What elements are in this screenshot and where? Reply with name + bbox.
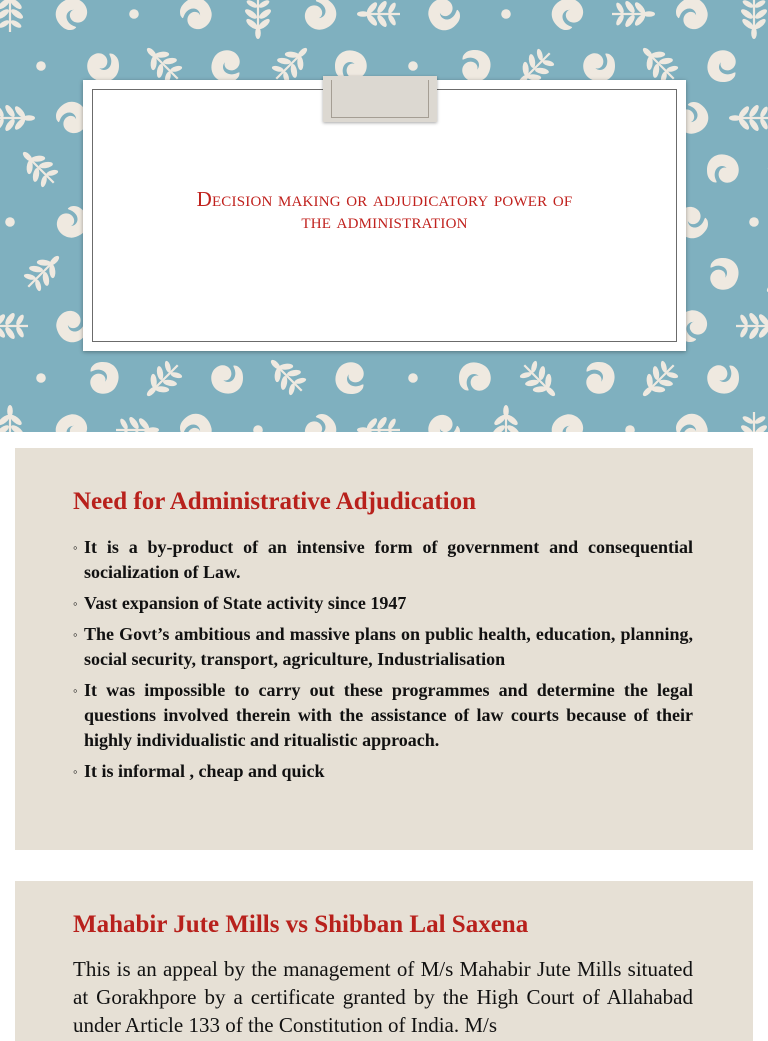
pattern-leaf xyxy=(729,104,768,133)
pattern-leaf xyxy=(0,405,24,432)
bullet-list xyxy=(73,535,693,790)
pattern-paisley xyxy=(546,0,588,34)
bullet-text: It is informal , cheap and quick xyxy=(84,761,325,781)
pattern-leaf xyxy=(740,0,768,39)
pattern-paisley xyxy=(672,408,714,432)
bullet-icon: ◦ xyxy=(73,627,78,642)
pattern-paisley xyxy=(707,365,739,393)
pattern-paisley xyxy=(710,258,738,290)
slide-heading: Need for Administrative Adjudication xyxy=(73,488,477,515)
pattern-paisley xyxy=(583,53,615,81)
pattern-leaf xyxy=(357,416,400,432)
slide-heading: Mahabir Jute Mills vs Shibban Lal Saxena xyxy=(73,911,529,938)
bullet-text: Vast expansion of State activity since 1947 xyxy=(84,593,407,613)
pattern-dot xyxy=(34,59,48,73)
pattern-dot xyxy=(749,217,759,227)
case-law-slide xyxy=(15,881,753,1041)
bullet-item xyxy=(73,535,693,585)
pattern-paisley xyxy=(211,50,239,82)
pattern-leaf xyxy=(736,312,768,341)
pattern-paisley xyxy=(586,362,614,394)
pattern-paisley xyxy=(422,0,464,36)
pattern-leaf xyxy=(514,355,565,406)
need-for-adjudication-slide xyxy=(15,448,753,850)
pattern-paisley xyxy=(211,365,243,393)
pattern-paisley xyxy=(422,410,464,432)
pattern-leaf xyxy=(137,355,188,406)
pattern-dot xyxy=(406,371,420,385)
pattern-paisley xyxy=(672,0,714,34)
bullet-icon: ◦ xyxy=(73,596,78,611)
pattern-dot xyxy=(5,217,15,227)
pattern-leaf xyxy=(13,142,64,193)
pattern-dot xyxy=(34,371,48,385)
bullet-icon: ◦ xyxy=(73,683,78,698)
bullet-icon: ◦ xyxy=(73,764,78,779)
pattern-paisley xyxy=(300,410,342,432)
pattern-paisley xyxy=(176,408,218,432)
bullet-text: The Govt’s ambitious and massive plans on public health, education, planning, social security, transport, agriculture, Industrialisation xyxy=(84,624,693,669)
pattern-leaf xyxy=(357,0,400,28)
bullet-item xyxy=(73,759,693,784)
pattern-paisley xyxy=(707,50,735,82)
pattern-paisley xyxy=(707,154,739,182)
pattern-leaf xyxy=(244,0,273,39)
pattern-leaf xyxy=(633,355,684,406)
pattern-paisley xyxy=(87,53,119,81)
pattern-paisley xyxy=(300,0,342,36)
pattern-paisley xyxy=(335,50,367,78)
title-card xyxy=(83,80,686,351)
bullet-item xyxy=(73,622,693,672)
pattern-leaf xyxy=(740,412,768,432)
pattern-paisley xyxy=(546,408,588,432)
bullet-item xyxy=(73,591,693,616)
slide-title xyxy=(103,188,666,232)
pattern-leaf xyxy=(492,405,521,432)
pattern-paisley xyxy=(176,0,218,34)
pattern-leaf xyxy=(18,246,69,297)
title-slide xyxy=(0,0,768,432)
title-card-tab xyxy=(323,76,437,122)
pattern-paisley xyxy=(90,362,118,394)
pattern-leaf xyxy=(612,0,655,28)
pattern-leaf xyxy=(0,104,35,133)
slide-title-line-2: the administration xyxy=(301,209,468,233)
pattern-paisley xyxy=(50,0,92,34)
bullet-text: It was impossible to carry out these programmes and determine the legal questions involved therein with the assistance of law courts because of their highly individualistic and ritualistic approach. xyxy=(84,680,693,750)
pattern-paisley xyxy=(462,50,490,82)
pattern-paisley xyxy=(50,408,92,432)
pattern-paisley xyxy=(335,362,363,394)
pattern-paisley xyxy=(459,362,491,390)
bullet-text: It is a by-product of an intensive form of government and consequential socialization of Law. xyxy=(84,537,693,582)
pattern-leaf xyxy=(116,416,159,432)
pattern-dot xyxy=(129,9,139,19)
pattern-leaf xyxy=(762,147,768,198)
bullet-item xyxy=(73,678,693,753)
pattern-dot xyxy=(253,425,263,432)
pattern-leaf xyxy=(0,312,28,341)
pattern-dot xyxy=(501,9,511,19)
pattern-leaf xyxy=(261,350,312,401)
slide-title-line-1: Decision making or adjudicatory power of xyxy=(196,187,573,211)
pattern-dot xyxy=(406,59,420,73)
pattern-leaf xyxy=(757,251,768,302)
case-paragraph: This is an appeal by the management of M/s Mahabir Jute Mills situated at Gorakhpore by a certificate granted by the High Court of Allahabad under Article 133 of the Constitution of India. M/s xyxy=(73,957,693,1037)
pattern-dot xyxy=(625,425,635,432)
pattern-leaf xyxy=(0,0,24,32)
bullet-icon: ◦ xyxy=(73,540,78,555)
